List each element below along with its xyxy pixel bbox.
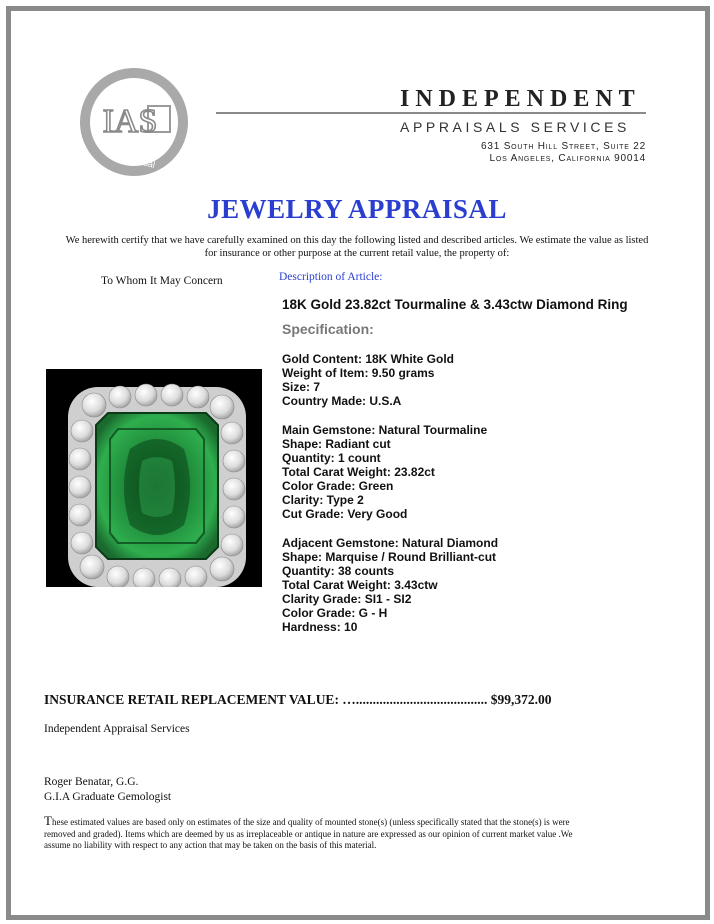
spec-line: Gold Content: 18K White Gold [282, 352, 454, 366]
description-label: Description of Article: [279, 271, 383, 283]
ring-photo [46, 369, 262, 587]
spec-block-adjacent-gemstone [282, 536, 498, 634]
disclaimer-text: hese estimated values are based only on estimates of the size and quality of mounted stone(s) (unless specifically stated that the stone(s) is were removed and graded). Items which are deemed by us as irreplaceable or antique in nature are expressed as our opinion of current market value .We assume no liability with respect to any action that may be taken on the basis of this material. [44, 817, 573, 850]
header-divider [216, 112, 646, 114]
spec-line: Weight of Item: 9.50 grams [282, 366, 435, 380]
spec-block-metal [282, 352, 454, 408]
spec-line: Cut Grade: Very Good [282, 507, 408, 521]
spec-line: Color Grade: Green [282, 479, 394, 493]
specification-label: Specification: [282, 321, 374, 337]
address-line-1: 631 South Hill Street, Suite 22 [481, 141, 646, 152]
spec-line: Clarity Grade: SI1 - SI2 [282, 592, 412, 606]
signer-name: Roger Benatar, G.G. [44, 776, 139, 788]
spec-line: Shape: Radiant cut [282, 437, 391, 451]
spec-block-main-gemstone [282, 423, 487, 521]
recipient: To Whom It May Concern [101, 275, 223, 287]
ias-logo [78, 66, 190, 178]
signer-title: G.I.A Graduate Gemologist [44, 791, 172, 803]
spec-line: Quantity: 38 counts [282, 564, 395, 578]
page-title: JEWELRY APPRAISAL [207, 194, 507, 224]
spec-line: Main Gemstone: Natural Tourmaline [282, 423, 488, 437]
spec-line: Hardness: 10 [282, 620, 358, 634]
spec-line: Quantity: 1 count [282, 451, 381, 465]
company-subtitle: APPRAISALS SERVICES [400, 119, 630, 135]
spec-line: Country Made: U.S.A [282, 394, 402, 408]
spec-line: Total Carat Weight: 3.43ctw [282, 578, 438, 592]
spec-line: Total Carat Weight: 23.82ct [282, 465, 435, 479]
spec-line: Size: 7 [282, 380, 321, 394]
disclaimer-initial: T [44, 813, 52, 828]
insurance-value: INSURANCE RETAIL REPLACEMENT VALUE: …....................................... $99,372.00 [44, 692, 552, 707]
spec-line: Adjacent Gemstone: Natural Diamond [282, 536, 499, 550]
signoff-company: Independent Appraisal Services [44, 723, 190, 735]
spec-line: Clarity: Type 2 [282, 493, 364, 507]
spec-line: Shape: Marquise / Round Brilliant-cut [282, 550, 497, 564]
logo-ring-text: Appraisal [117, 152, 157, 170]
address-line-2: Los Angeles, California 90014 [489, 153, 646, 164]
certification-text: We herewith certify that we have carefully examined on this day the following listed and described articles. We estimate the value as listed for insurance or other purpose at the current retail value, the property of: [65, 235, 649, 259]
company-name: INDEPENDENT [400, 86, 641, 112]
item-title: 18K Gold 23.82ct Tourmaline & 3.43ctw Diamond Ring [282, 297, 628, 312]
disclaimer [44, 815, 584, 852]
logo-letters: IAS [102, 103, 158, 140]
spec-line: Color Grade: G - H [282, 606, 388, 620]
